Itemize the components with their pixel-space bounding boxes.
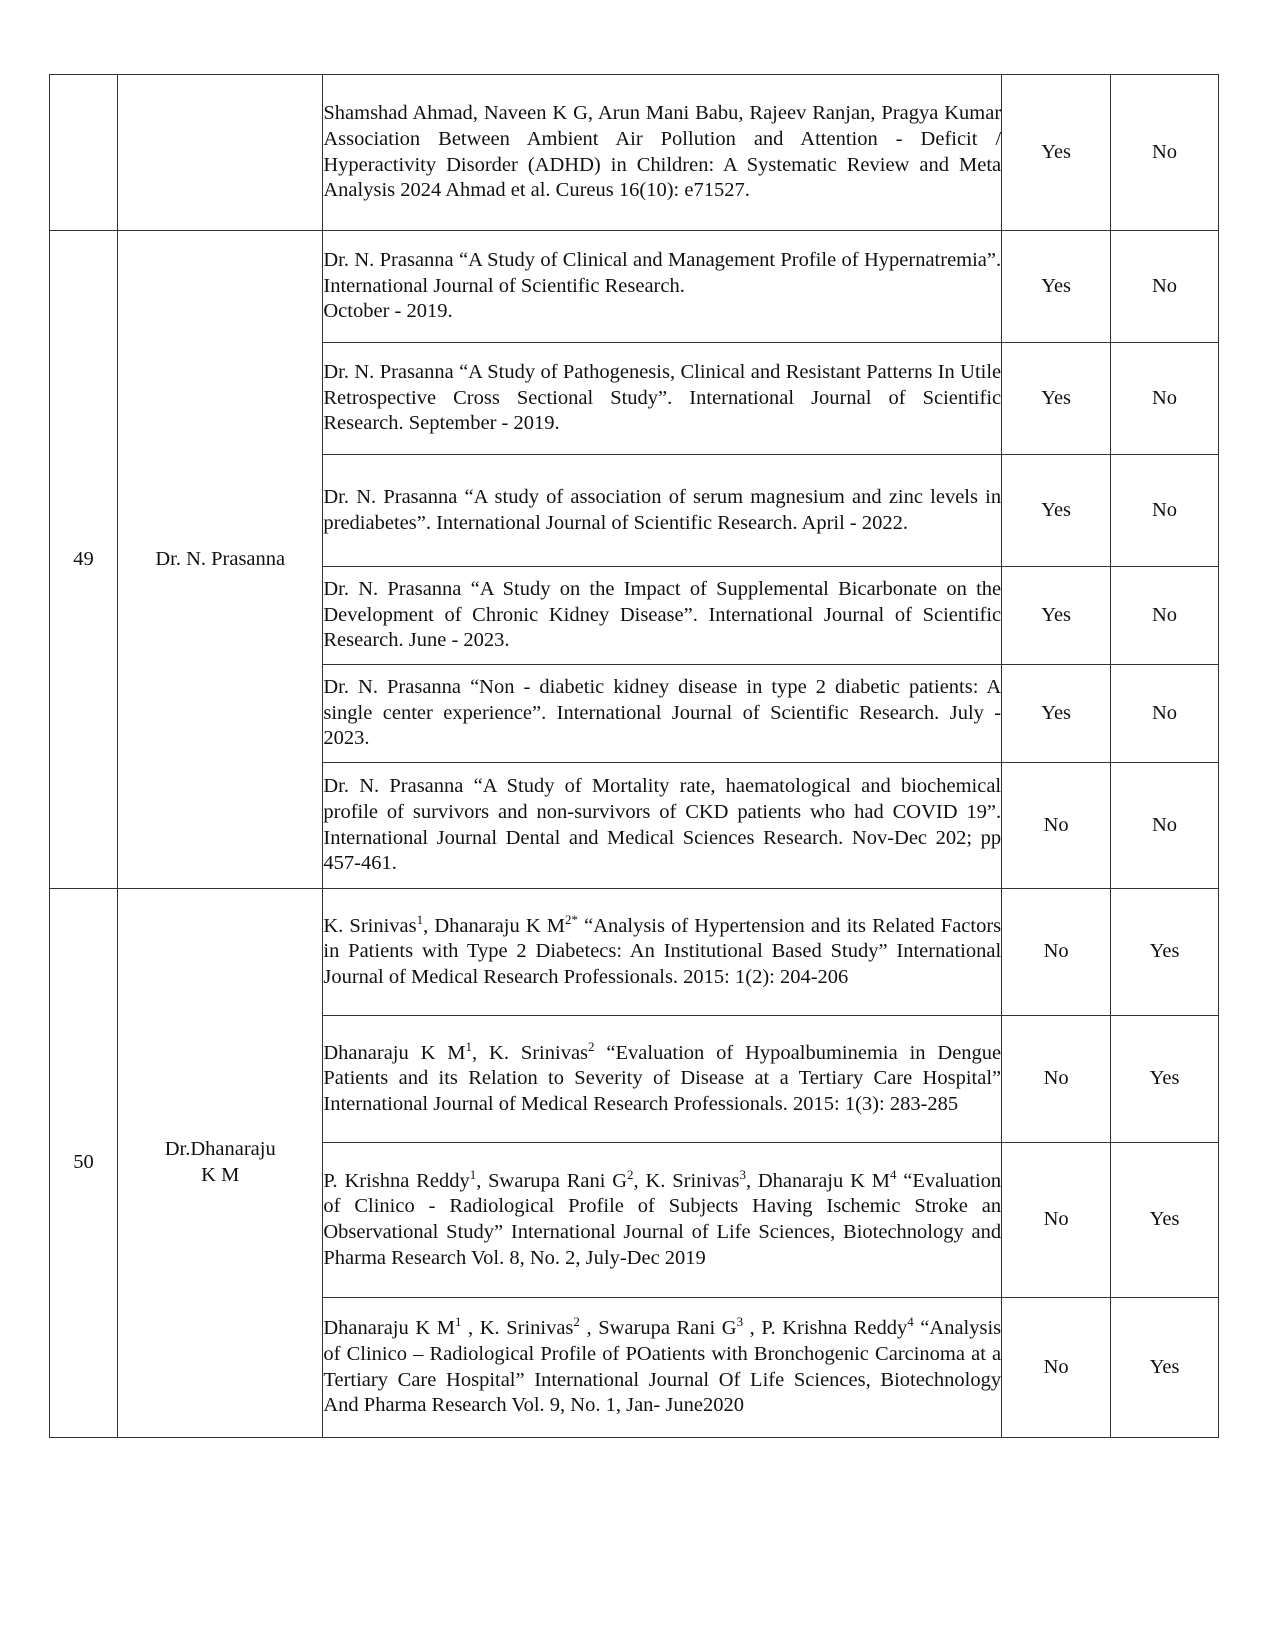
indexing-status-2: No [1111,75,1219,231]
author-superscript-2: 2* [565,911,579,927]
publication-citation [323,889,1002,1016]
publication-citation [323,231,1002,343]
faculty-name-line-1: Dr.Dhanaraju [164,1138,276,1161]
indexing-status-2: No [1111,231,1219,343]
author-2: , K. Srinivas [461,1317,574,1340]
author-superscript-2: 2 [573,1314,580,1330]
indexing-status-2: No [1111,567,1219,665]
author-superscript-4: 4 [889,1166,897,1182]
author-1: K. Srinivas [323,914,417,937]
author-superscript-2: 2 [627,1166,634,1182]
indexing-status-2: Yes [1111,1298,1219,1438]
author-superscript-3: 3 [739,1166,746,1182]
author-superscript-4: 4 [907,1314,914,1330]
serial-number-cell: 50 [50,889,118,1438]
author-superscript-1: 1 [465,1038,473,1054]
author-1: P. Krishna Reddy [323,1169,470,1192]
citation-text: “Evaluation of Clinico - Radiological Profile of Subjects Having Ischemic Stroke an Observational Study” International Journal of Life Sciences, Biotechnology and Pharma Research Vol. 8, No. 2, July-Dec 2019 [323,1169,1002,1269]
publication-citation: Dr. N. Prasanna “A study of association of serum magnesium and zinc levels in prediabetes”. International Journal of Scientific Research. April - 2022. [323,455,1002,567]
indexing-status-1: Yes [1002,231,1111,343]
author-1: Dhanaraju K M [323,1041,466,1064]
author-3: , Swarupa Rani G [579,1317,737,1340]
author-superscript-3: 3 [736,1314,744,1330]
serial-number-cell [50,75,118,231]
author-1: Dhanaraju K M [323,1317,455,1340]
citation-text: “Evaluation of Hypoalbuminemia in Dengue Patients and its Relation to Severity of Disease at a Tertiary Care Hospital” International Journal of Medical Research Professionals. 2015: 1(3): 283-285 [323,1041,1002,1115]
citation-text: “Analysis of Clinico – Radiological Profile of POatients with Bronchogenic Carcinoma at a Tertiary Care Hospital” International Journal Of Life Sciences, Biotechnology And Pharma Research Vol. 9, No. 1, Jan- June2020 [323,1317,1002,1417]
table-row [50,231,1219,343]
publication-citation: Shamshad Ahmad, Naveen K G, Arun Mani Babu, Rajeev Ranjan, Pragya Kumar Association Between Ambient Air Pollution and Attention - Deficit / Hyperactivity Disorder (ADHD) in Children: A Systematic Review and Meta Analysis 2024 Ahmad et al. Cureus 16(10): e71527. [323,75,1002,231]
author-superscript-1: 1 [454,1314,462,1330]
citation-date: October - 2019. [323,300,453,323]
indexing-status-2: No [1111,665,1219,763]
faculty-name-line-2: K M [201,1164,240,1186]
serial-number-cell: 49 [50,231,118,889]
faculty-name-cell: Dr. N. Prasanna [118,231,323,889]
author-4: , Dhanaraju K M [745,1169,890,1192]
publication-citation [323,1143,1002,1298]
author-2: , K. Srinivas [472,1041,589,1064]
indexing-status-1: Yes [1002,75,1111,231]
indexing-status-2: Yes [1111,1016,1219,1143]
indexing-status-2: No [1111,343,1219,455]
author-4: , P. Krishna Reddy [743,1317,908,1340]
author-2: , Swarupa Rani G [476,1169,628,1192]
author-3: , K. Srinivas [633,1169,740,1192]
indexing-status-1: Yes [1002,455,1111,567]
citation-text: Dr. N. Prasanna “A Study of Clinical and Management Profile of Hypernatremia”. International Journal of Scientific Research. [323,249,1002,297]
publication-citation: Dr. N. Prasanna “A Study of Pathogenesis, Clinical and Resistant Patterns In Utile Retrospective Cross Sectional Study”. International Journal of Scientific Research. September - 2019. [323,343,1002,455]
publication-citation [323,1016,1002,1143]
faculty-name-cell [118,75,323,231]
author-2: , Dhanaraju K M [423,914,566,937]
publication-citation: Dr. N. Prasanna “A Study of Mortality rate, haematological and biochemical profile of survivors and non-survivors of CKD patients who had COVID 19”. International Journal Dental and Medical Sciences Research. Nov-Dec 202; pp 457-461. [323,763,1002,889]
indexing-status-1: No [1002,1143,1111,1298]
indexing-status-1: No [1002,889,1111,1016]
indexing-status-2: Yes [1111,889,1219,1016]
indexing-status-2: Yes [1111,1143,1219,1298]
indexing-status-1: Yes [1002,567,1111,665]
indexing-status-2: No [1111,455,1219,567]
indexing-status-2: No [1111,763,1219,889]
indexing-status-1: Yes [1002,665,1111,763]
indexing-status-1: No [1002,1016,1111,1143]
publication-citation [323,1298,1002,1438]
indexing-status-1: No [1002,763,1111,889]
author-superscript-2: 2 [588,1038,595,1054]
author-superscript-1: 1 [469,1166,477,1182]
citation-text: “Analysis of Hypertension and its Related Factors in Patients with Type 2 Diabetecs: An Institutional Based Study” International Journal of Medical Research Professionals. 2015: 1(2): 204-206 [323,914,1002,988]
publication-citation: Dr. N. Prasanna “Non - diabetic kidney disease in type 2 diabetic patients: A single center experience”. International Journal of Scientific Research. July - 2023. [323,665,1002,763]
indexing-status-1: Yes [1002,343,1111,455]
author-superscript-1: 1 [416,911,424,927]
table-row [50,889,1219,1016]
publication-citation: Dr. N. Prasanna “A Study on the Impact of Supplemental Bicarbonate on the Development of Chronic Kidney Disease”. International Journal of Scientific Research. June - 2023. [323,567,1002,665]
table-row [50,75,1219,231]
indexing-status-1: No [1002,1298,1111,1438]
faculty-name-cell [118,889,323,1438]
publications-table [49,74,1219,1438]
